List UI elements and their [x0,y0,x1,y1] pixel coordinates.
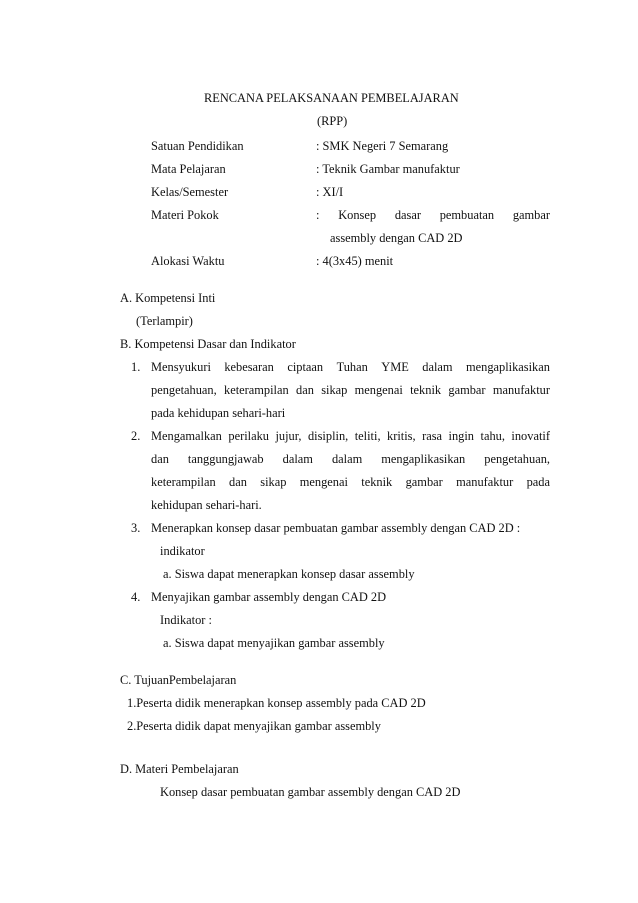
word: Mensyukuri [151,360,211,374]
word: keterampilan [224,383,289,397]
list-item-line [151,382,550,398]
identity-value: : XI/I [316,185,344,199]
word: rasa [422,429,443,443]
identity-label: Kelas/Semester [151,185,229,199]
identity-value: : Teknik Gambar manufaktur [316,162,460,176]
word: manufaktur [456,475,514,489]
identity-value: : SMK Negeri 7 Semarang [316,139,449,153]
word: kebesaran [224,360,274,374]
identity-value: : 4(3x45) menit [316,254,394,268]
word: : [316,208,320,222]
indicator-label: indikator [160,544,205,558]
word: gambar [405,475,443,489]
indicator-item: a. Siswa dapat menerapkan konsep dasar assembly [163,567,415,581]
identity-label: Mata Pelajaran [151,162,226,176]
list-number: 3. [131,521,141,535]
identity-label: Satuan Pendidikan [151,139,244,153]
word: jujur, [275,429,302,443]
word: disiplin, [307,429,349,443]
word: mengaplikasikan [465,360,550,374]
word: manufaktur [492,383,550,397]
word: sikap [260,475,287,489]
list-item-line: Menerapkan konsep dasar pembuatan gambar assembly dengan CAD 2D : [151,521,521,535]
list-item-line: kehidupan sehari-hari. [151,498,262,512]
word: dasar [394,208,421,222]
word: mengenai [354,383,403,397]
word: Tuhan [336,360,368,374]
list-item-line [151,474,550,490]
identity-label: Materi Pokok [151,208,219,222]
word: pembuatan [439,208,495,222]
list-item-line [151,428,550,444]
word: tahu, [480,429,505,443]
list-item-line [151,359,550,375]
word: dalam [422,360,453,374]
section-a-heading: A. Kompetensi Inti [120,291,216,305]
word: dalam [331,452,363,466]
word: YME [381,360,409,374]
word: ciptaan [287,360,324,374]
list-number: 4. [131,590,141,604]
word: mengaplikasikan [381,452,466,466]
word: mengenai [299,475,348,489]
word: teknik [361,475,393,489]
word: tanggungjawab [187,452,264,466]
word: kritis, [387,429,416,443]
objective-item: 1.Peserta didik menerapkan konsep assembly pada CAD 2D [127,696,426,710]
document-subtitle: (RPP) [317,114,348,128]
word: sikap [321,383,348,397]
word: Konsep [338,208,377,222]
word: gambar [512,208,550,222]
list-number: 1. [131,360,141,374]
section-b-heading: B. Kompetensi Dasar dan Indikator [120,337,296,351]
word: Mengamalkan [151,429,222,443]
word: dan [151,452,169,466]
list-item-line: Menyajikan gambar assembly dengan CAD 2D [151,590,387,604]
word: dalam [282,452,313,466]
word: perilaku [228,429,269,443]
list-item-line [151,451,550,467]
identity-value-justified [316,207,550,223]
word: ingin [448,429,475,443]
word: gambar [448,383,486,397]
word: dan [296,383,314,397]
identity-value-continuation: assembly dengan CAD 2D [330,231,463,245]
section-c-heading: C. TujuanPembelajaran [120,673,237,687]
identity-label: Alokasi Waktu [151,254,225,268]
objective-item: 2.Peserta didik dapat menyajikan gambar assembly [127,719,381,733]
section-d-text: Konsep dasar pembuatan gambar assembly dengan CAD 2D [160,785,461,799]
document-title: RENCANA PELAKSANAAN PEMBELAJARAN [204,91,459,105]
indicator-item: a. Siswa dapat menyajikan gambar assembly [163,636,385,650]
word: teliti, [354,429,381,443]
word: teknik [410,383,442,397]
list-number: 2. [131,429,141,443]
section-a-note: (Terlampir) [136,314,193,328]
word: inovatif [511,429,550,443]
word: pengetahuan, [484,452,550,466]
word: pengetahuan, [151,383,217,397]
section-d-heading: D. Materi Pembelajaran [120,762,239,776]
word: keterampilan [151,475,216,489]
indicator-label: Indikator : [160,613,212,627]
list-item-line: pada kehidupan sehari-hari [151,406,286,420]
word: pada [526,475,550,489]
word: dan [229,475,247,489]
